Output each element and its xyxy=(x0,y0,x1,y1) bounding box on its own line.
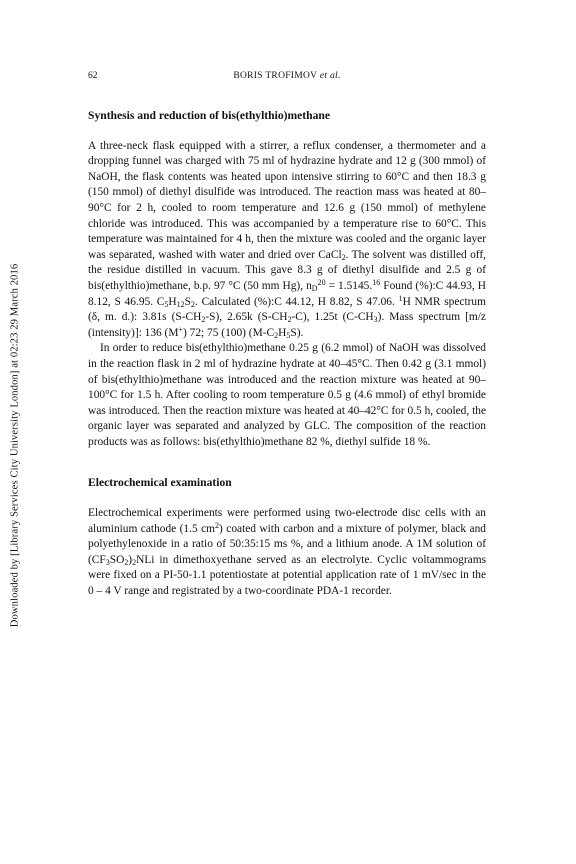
running-head-suffix: et al. xyxy=(319,71,341,81)
subscript: 2 xyxy=(341,252,346,262)
text-run: S xyxy=(184,295,191,308)
subscript: 3 xyxy=(373,315,378,325)
subscript: 2 xyxy=(201,315,206,325)
text-run: A three-neck flask equipped with a stirrer, a reflux condenser, a thermometer and a dropping funnel was charged with 75 ml of hydrazine hydrate and 12 g (300 mmol) of NaOH, the flask contents was heated upon intensive stirring to 60°C and then 18.3 g (150 mmol) of diethyl disulfide was introduced. The reaction mass was heated at 80–90°C for 2 h, cooled to room temperature and 12.6 g (150 mmol) of methylene chloride was introduced. This was accompanied by a temperature rise to 60°C. This temperature was maintained for 4 h, then the mixture was cooled and the organic layer was separated, washed with water and dried over CaCl xyxy=(88,139,486,261)
text-run: Electrochemical experiments were performed using two-electrode disc cells with an aluminium cathode (1.5 cm xyxy=(88,507,486,535)
subscript: 2 xyxy=(287,315,292,325)
subscript: 2 xyxy=(124,557,129,567)
subscript: 2 xyxy=(190,299,195,309)
page-number: 62 xyxy=(88,71,98,81)
running-head xyxy=(88,71,486,81)
synthesis-paragraph xyxy=(88,139,486,342)
subscript: 2 xyxy=(132,557,137,567)
article-body xyxy=(88,108,486,600)
text-run: SO xyxy=(109,553,125,566)
running-head-author: BORIS TROFIMOV xyxy=(233,71,318,81)
download-watermark-text: Downloaded by [Library Services City University London] at 02:23 29 March 2016 xyxy=(9,263,21,627)
citation-superscript: 16 xyxy=(372,277,381,287)
text-run: ). Mass spectrum [m/z (intensity)]: 136 (M xyxy=(88,311,486,339)
superscript: + xyxy=(178,324,183,334)
section-heading-electrochemical: Electrochemical examination xyxy=(88,476,232,490)
text-run: ) coated with carbon and a mixture of polymer, black and polyethylenoxide in a ratio of 50:35:15 ms %, and a lithium anode. A 1M solution of (CF xyxy=(88,522,487,566)
text-run: . The solvent was distilled off, the residue distilled in vacuum. This gave 8.3 g of diethyl disulfide and 2.5 g of bis(ethylthio)methane, b.p. 97 °C (50 mm Hg), n xyxy=(88,248,486,292)
text-run: . Calculated (%):C 44.12, H 8.82, S 47.06. xyxy=(194,295,399,308)
text-run: -S), 2.65k (S-CH xyxy=(205,311,288,324)
text-run: S). xyxy=(290,326,304,339)
text-run: -C), 1.25t (C-CH xyxy=(291,311,374,324)
download-watermark xyxy=(2,30,28,860)
reduction-paragraph: In order to reduce bis(ethylthio)methane 0.25 g (6.2 mmol) of NaOH was dissolved in the reaction flask in 2 ml of hydrazine hydrate at 40–45°C. Then 0.42 g (3.1 mmol) of bis(ethylthio)methane was introduced and the reaction mixture was heated at 90–100°C for 1.5 h. After cooling to room temperature 0.5 g (4.6 mmol) of ethyl bromide was introduced. Then the reaction mixture was heated at 40–42°C for 0.5 h, cooled, the organic layer was separated and analyzed by GLC. The composition of the reaction products was as follows: bis(ethylthio)methane 82 %, diethyl sulfide 18 %. xyxy=(88,342,486,448)
section-gap xyxy=(88,450,486,475)
text-run: ) 72; 75 (100) (M-C xyxy=(183,326,275,339)
subscript: 5 xyxy=(286,330,291,340)
text-run: NLi in dimethoxyethane served as an electrolyte. Cyclic voltammograms were fixed on a PI-50-1.1 potentiostate at potential application rate of 1 mV/sec in the 0 – 4 V range and registrated by a two-coordinate PDA-1 recorder. xyxy=(88,553,486,598)
subscript: 5 xyxy=(164,299,169,309)
subscript: 3 xyxy=(105,557,110,567)
page-header xyxy=(88,71,486,85)
superscript: 1 xyxy=(398,293,403,303)
subscript: D xyxy=(311,283,318,293)
text-run: ) xyxy=(128,553,133,566)
subscript: 2 xyxy=(274,330,279,340)
subscript: 12 xyxy=(176,299,185,309)
text-run: H xyxy=(278,326,287,339)
superscript: 2 xyxy=(215,520,220,530)
electrochemical-paragraph xyxy=(88,506,486,600)
text-run: = 1.5145. xyxy=(325,279,373,292)
text-run: H NMR spectrum (δ, m. d.): 3.81s (S-CH xyxy=(88,295,486,324)
text-run: Found (%):C 44.93, H 8.12, S 46.95. C xyxy=(88,279,487,308)
section-heading-synthesis: Synthesis and reduction of bis(ethylthio)methane xyxy=(88,109,330,122)
text-run: H xyxy=(168,295,177,308)
superscript: 20 xyxy=(317,277,326,287)
